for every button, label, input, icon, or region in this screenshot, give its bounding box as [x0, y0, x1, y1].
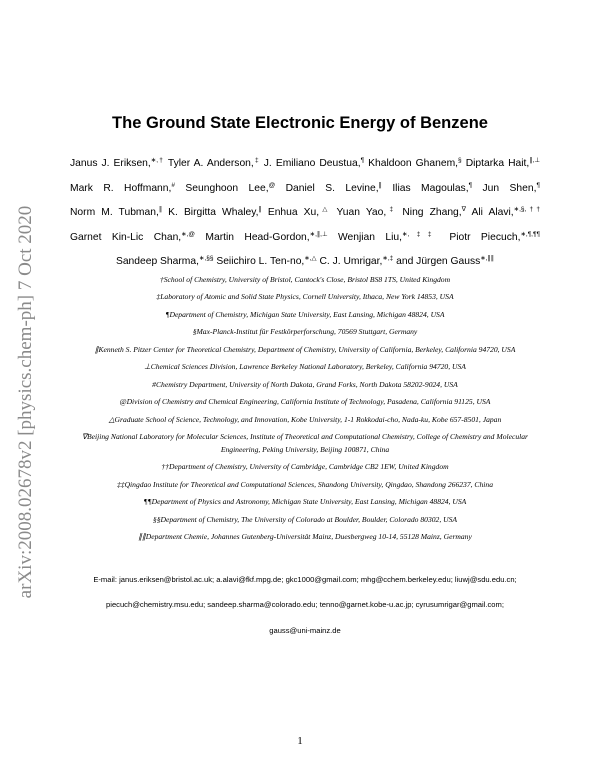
affiliation: #Chemistry Department, University of North Dakota, Grand Forks, North Dakota 58202-9024, USA: [152, 379, 458, 389]
author: Daniel S. Levine,∥: [285, 181, 382, 194]
arxiv-stamp: arXiv:2008.02678v2 [physics.chem-ph] 7 Oct 2020: [15, 205, 36, 599]
author: J. Emiliano Deustua,¶: [263, 157, 365, 169]
author: Ning Zhang,∇: [402, 206, 467, 219]
author: Tyler A. Anderson,‡: [167, 157, 260, 169]
affiliation: ¶Department of Chemistry, Michigan State University, East Lansing, Michigan 48824, USA: [165, 309, 445, 319]
author: Norm M. Tubman,∥: [70, 206, 163, 219]
email-line: gauss@uni-mainz.de: [269, 625, 341, 635]
author: Janus J. Eriksen,∗,†: [70, 157, 164, 169]
affiliation: △Graduate School of Science, Technology, and Innovation, Kobe University, 1-1 Rokkodai-cho, Nada-ku, Kobe 657-8501, Japan: [108, 414, 502, 424]
affiliation: ‡Laboratory of Atomic and Solid State Physics, Cornell University, Ithaca, New York 14853, USA: [156, 292, 454, 302]
author: Ali Alavi,∗,§,††: [471, 206, 540, 219]
affiliation: ∥∥Department Chemie, Johannes Gutenberg-Universität Mainz, Duesbergweg 10-14, 55128 Mainz, Germany: [138, 532, 472, 542]
author: Wenjian Liu,∗,‡‡: [338, 230, 440, 243]
author: Ilias Magoulas,¶: [392, 181, 473, 194]
author: Seiichiro L. Ten-no,∗,△: [216, 255, 317, 268]
email-line: piecuch@chemistry.msu.edu; sandeep.sharma@colorado.edu; tenno@garnet.kobe-u.ac.jp; cyrusumrigar@gmail.com;: [106, 600, 504, 610]
author: Yuan Yao,‡: [336, 206, 397, 219]
affiliation: ‡‡Qingdao Institute for Theoretical and Computational Sciences, Shandong University, Qingdao, Shandong 266237, China: [116, 479, 493, 489]
author: C. J. Umrigar,∗,‡: [319, 255, 394, 268]
affiliation: ∇Beijing National Laboratory for Molecular Sciences, Institute of Theoretical and Computational Chemistry, College of Chemistry and Molecular Engineering, Peking University, Beijing 100871, China: [81, 432, 529, 454]
email-block: [70, 567, 540, 643]
affiliation: ¶¶Department of Physics and Astronomy, Michigan State University, East Lansing, Michigan 48824, USA: [143, 497, 467, 507]
affiliation: §Max-Planck-Institut für Festkörperforschung, 70569 Stuttgart, Germany: [192, 327, 418, 337]
affiliation-list: [70, 274, 540, 549]
author: K. Birgitta Whaley,∥: [168, 206, 262, 219]
author-list: [70, 152, 540, 275]
author: Jun Shen,¶: [482, 181, 540, 194]
email-line: E-mail: janus.eriksen@bristol.ac.uk; a.alavi@fkf.mpg.de; gkc1000@gmail.com; mhg@cchem.berkeley.edu; liuwj@sdu.edu.cn;: [93, 575, 517, 584]
affiliation: ††Department of Chemistry, University of Cambridge, Cambridge CB2 1EW, United Kingdom: [161, 462, 449, 472]
author: Piotr Piecuch,∗,¶,¶¶: [449, 230, 540, 243]
author: Diptarka Hait,∥,⊥: [465, 157, 540, 169]
author: Sandeep Sharma,∗,§§: [115, 255, 214, 268]
author: Martin Head-Gordon,∗,∥,⊥: [205, 230, 328, 243]
affiliation: §§Department of Chemistry, The University of Colorado at Boulder, Boulder, Colorado 80302, USA: [152, 514, 458, 524]
author: Mark R. Hoffmann,#: [70, 181, 175, 194]
affiliation: ∥Kenneth S. Pitzer Center for Theoretical Chemistry, Department of Chemistry, University of California, Berkeley, California 94720, USA: [94, 344, 516, 354]
author: Khaldoon Ghanem,§: [368, 157, 462, 169]
paper-title: The Ground State Electronic Energy of Benzene: [112, 114, 488, 132]
affiliation: ⊥Chemical Sciences Division, Lawrence Berkeley National Laboratory, Berkeley, California 94720, USA: [144, 362, 466, 372]
author: Enhua Xu,△: [267, 206, 331, 219]
author: Seunghoon Lee,@: [185, 181, 276, 194]
author: and Jürgen Gauss∗,∥∥: [396, 255, 495, 268]
affiliation: @Division of Chemistry and Chemical Engineering, California Institute of Technology, Pasadena, California 91125, USA: [119, 397, 491, 407]
affiliation: †School of Chemistry, University of Bristol, Cantock's Close, Bristol BS8 1TS, United Kingdom: [159, 275, 451, 284]
page-number: 1: [297, 735, 303, 747]
author: Garnet Kin-Lic Chan,∗,@: [70, 230, 196, 243]
